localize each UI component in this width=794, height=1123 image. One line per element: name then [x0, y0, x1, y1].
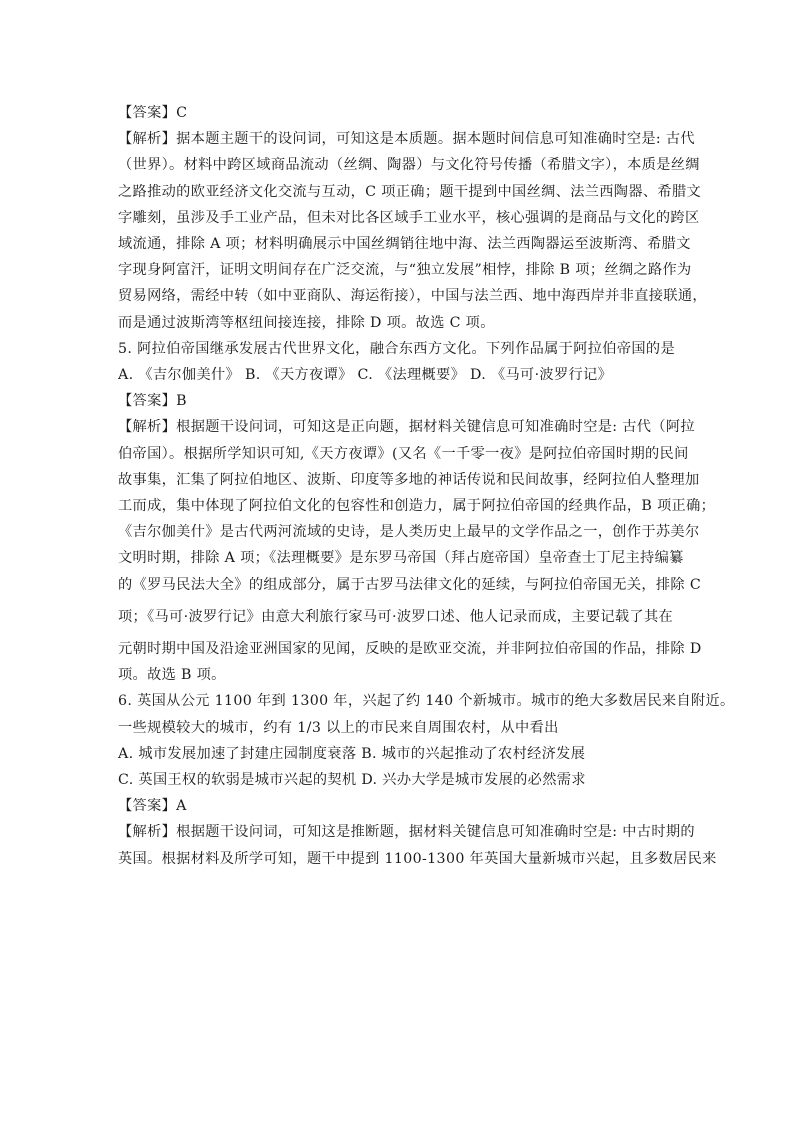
answer-line: 【答案】B — [118, 393, 187, 410]
analysis-line: 贸易网络，需经中转（如中亚商队、海运衔接），中国与法兰西、地中海西岸并非直接联通， — [118, 288, 707, 305]
q6-stem — [118, 688, 735, 793]
analysis-line: 工而成，集中体现了阿拉伯文化的包容性和创造力，属于阿拉伯帝国的经典作品，B 项正确； — [118, 498, 716, 515]
analysis-line: （世界）。材料中跨区域商品流动（丝绸、陶器）与文化符号传播（希腊文字），本质是丝绸 — [118, 157, 700, 174]
analysis-line: 项；《马可·波罗行记》由意大利旅行家马可·波罗口述、他人记录而成，主要记载了其在 — [118, 608, 674, 625]
q6-analysis — [118, 819, 717, 871]
q4-analysis — [118, 126, 707, 336]
q5-stem — [118, 336, 683, 388]
question-options: A. 《吉尔伽美什》 B. 《天方夜谭》 C. 《法理概要》 D. 《马可·波罗行记》 — [118, 367, 613, 384]
analysis-line: 字现身阿富汗，证明文明间存在广泛交流，与“独立发展”相悖，排除 B 项；丝绸之路作为 — [118, 262, 692, 279]
question-options: C. 英国王权的软弱是城市兴起的契机 D. 兴办大学是城市发展的必然需求 — [118, 772, 586, 789]
answer-line: 【答案】A — [118, 798, 187, 815]
analysis-line: 域流通，排除 A 项；材料明确展示中国丝绸销往地中海、法兰西陶器运至波斯湾、希腊文 — [118, 236, 691, 253]
question-text: 5. 阿拉伯帝国继承发展古代世界文化，融合东西方文化。下列作品属于阿拉伯帝国的是 — [118, 340, 675, 357]
analysis-line: 元朝时期中国及沿途亚洲国家的见闻，反映的是欧亚交流，并非阿拉伯帝国的作品，排除 D — [118, 641, 702, 658]
analysis-line: 文明时期，排除 A 项；《法理概要》是东罗马帝国（拜占庭帝国）皇帝查士丁尼主持编纂 — [118, 550, 684, 567]
analysis-line: 《吉尔伽美什》是古代两河流域的史诗，是人类历史上最早的文学作品之一，创作于苏美尔 — [118, 524, 700, 541]
analysis-line: 伯帝国）。根据所学知识可知,《天方夜谭》(又名《一千零一夜》是阿拉伯帝国时期的民间 — [118, 445, 689, 462]
question-text: 6. 英国从公元 1100 年到 1300 年，兴起了约 140 个新城市。城市的绝大多数居民来自附近。 — [118, 693, 735, 710]
analysis-line: 项。故选 B 项。 — [118, 667, 226, 684]
analysis-line: 【解析】根据题干设问词，可知这是正向题，据材料关键信息可知准确时空是: 古代（阿拉 — [118, 419, 695, 436]
analysis-line: 英国。根据材料及所学可知，题干中提到 1100-1300 年英国大量新城市兴起，且多数居民来 — [118, 850, 717, 867]
analysis-line: 字雕刻，虽涉及手工业产品，但未对比各区域手工业水平，核心强调的是商品与文化的跨区 — [118, 209, 700, 226]
analysis-line: 故事集，汇集了阿拉伯地区、波斯、印度等多地的神话传说和民间故事，经阿拉伯人整理加 — [118, 471, 700, 488]
answer-line: 【答案】C — [118, 105, 188, 121]
question-text: 一些规模较大的城市，约有 1/3 以上的市民来自周围农村，从中看出 — [118, 719, 559, 736]
analysis-line: 的《罗马民法大全》的组成部分，属于古罗马法律文化的延续，与阿拉伯帝国无关，排除 C — [118, 576, 702, 593]
analysis-line: 而是通过波斯湾等枢纽间接连接，排除 D 项。故选 C 项。 — [118, 314, 495, 331]
q4-answer — [118, 100, 683, 126]
q5-answer — [118, 388, 683, 414]
analysis-line: 之路推动的欧亚经济文化交流与互动，C 项正确；题干提到中国丝绸、法兰西陶器、希腊文 — [118, 183, 702, 200]
q6-answer — [118, 793, 683, 819]
q5-analysis — [118, 414, 716, 688]
document-body — [118, 100, 735, 872]
analysis-line: 【解析】据本题主题干的设问词，可知这是本质题。据本题时间信息可知准确时空是: 古代 — [118, 131, 695, 148]
analysis-line: 【解析】根据题干设问词，可知这是推断题，据材料关键信息可知准确时空是: 中古时期的 — [118, 824, 695, 841]
question-options: A. 城市发展加速了封建庄园制度衰落 B. 城市的兴起推动了农村经济发展 — [118, 745, 586, 762]
